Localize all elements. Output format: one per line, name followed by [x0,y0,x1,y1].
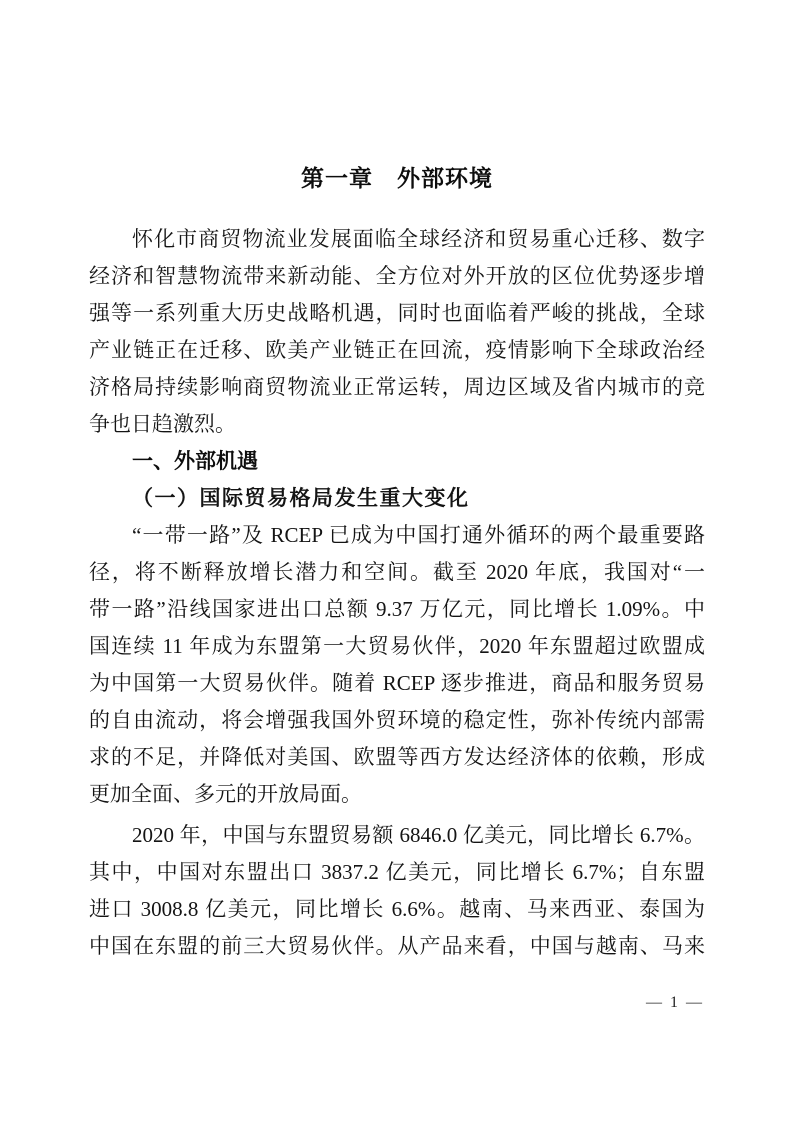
page-content [89,162,705,965]
text-line: 带一路”沿线国家进出口总额 9.37 万亿元，同比增长 1.09%。中 [89,597,705,621]
text-line: 强等一系列重大历史战略机遇，同时也面临着严峻的挑战，全球 [89,301,705,325]
paragraph-3 [89,817,705,965]
text-line: 2020 年，中国与东盟贸易额 6846.0 亿美元，同比增长 6.7%。 [132,823,705,847]
text-line: 产业链正在迁移、欧美产业链正在回流，疫情影响下全球政治经 [89,338,705,362]
text-line: “一带一路”及 RCEP 已成为中国打通外循环的两个最重要路 [132,523,705,547]
text-line: 中国在东盟的前三大贸易伙伴。从产品来看，中国与越南、马来 [89,934,705,958]
text-line: 为中国第一大贸易伙伴。随着 RCEP 逐步推进，商品和服务贸易 [89,671,705,695]
paragraph-2 [89,517,705,813]
text-line: 径，将不断释放增长潜力和空间。截至 2020 年底，我国对“一 [89,560,705,584]
text-line: 国连续 11 年成为东盟第一大贸易伙伴，2020 年东盟超过欧盟成 [89,634,705,658]
text-line: 济格局持续影响商贸物流业正常运转，周边区域及省内城市的竞 [89,375,705,399]
text-line: 其中，中国对东盟出口 3837.2 亿美元，同比增长 6.7%；自东盟 [89,860,705,884]
text-line: 的自由流动，将会增强我国外贸环境的稳定性，弥补传统内部需 [89,708,705,732]
text-line: 求的不足，并降低对美国、欧盟等西方发达经济体的依赖，形成 [89,745,705,769]
paragraph-1 [89,221,705,443]
text-line: 更加全面、多元的开放局面。 [89,782,362,806]
chapter-title: 第一章 外部环境 [301,165,493,191]
text-line: 经济和智慧物流带来新动能、全方位对外开放的区位优势逐步增 [89,264,705,288]
text-line: 怀化市商贸物流业发展面临全球经济和贸易重心迁移、数字 [132,227,705,251]
section-heading: 一、外部机遇 [132,450,258,473]
text-line: 进口 3008.8 亿美元，同比增长 6.6%。越南、马来西亚、泰国为 [89,897,705,921]
text-line: 争也日趋激烈。 [89,412,236,436]
subsection-heading: （一）国际贸易格局发生重大变化 [132,486,470,510]
page-number: — 1 — [646,994,704,1011]
